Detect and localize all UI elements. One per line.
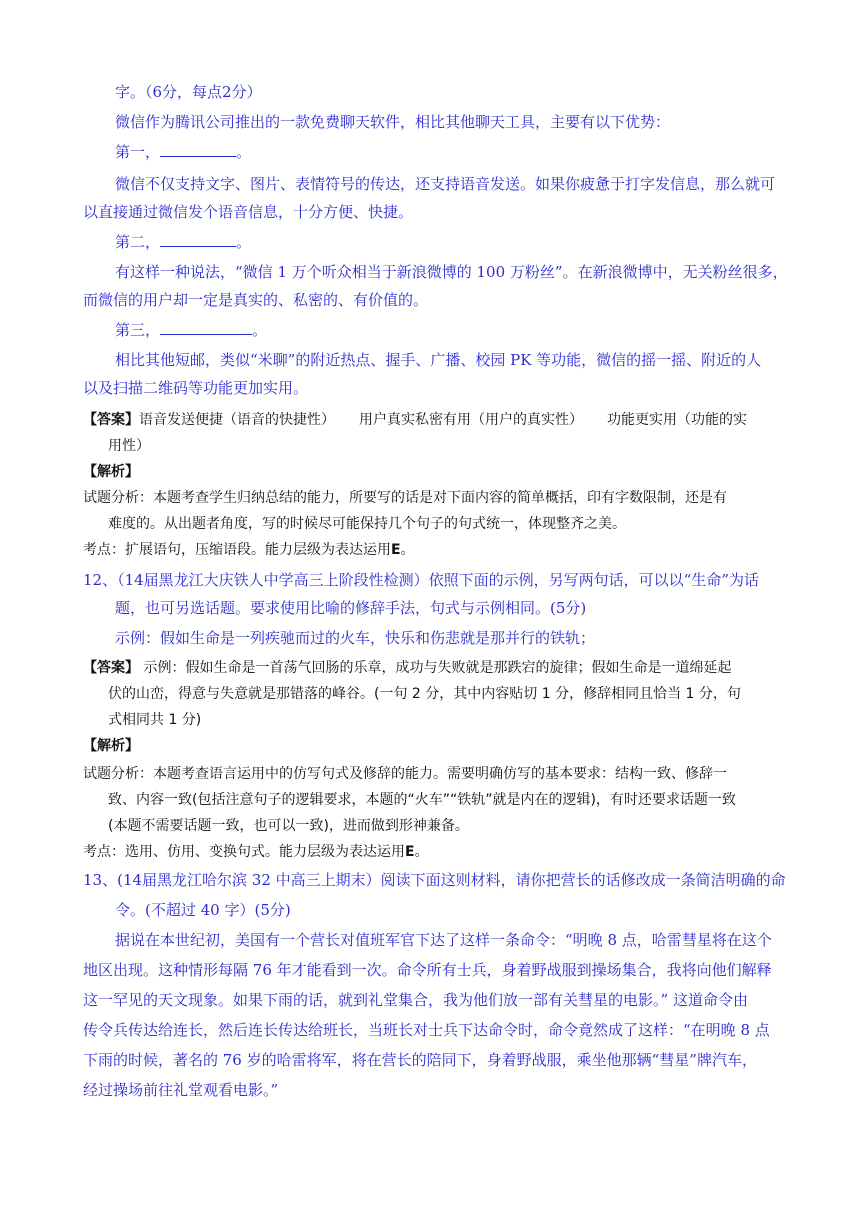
q11-third-label: 第三， — [115, 321, 161, 339]
q11-analysis-b: 难度的。从出题者角度，写的时候尽可能保持几个句子的句式统一，体现整齐之美。 — [108, 516, 626, 532]
q12-analysis-c: (本题不需要话题一致，也可以一致)，进而做到形神兼备。 — [108, 818, 469, 834]
q11-p1a: 微信不仅支持文字、图片、表情符号的传达，还支持语音发送。如果你疲惫于打字发信息，那么就可 — [115, 175, 776, 193]
q11-p2b: 而微信的用户却一定是真实的、私密的、有价值的。 — [83, 291, 429, 309]
q11-answer-c: 功能更实用（功能的实 — [607, 412, 747, 428]
q11-analysis-a: 试题分析：本题考查学生归纳总结的能力，所要写的话是对下面内容的简单概括，印有字数限制，还是有 — [83, 490, 727, 506]
q13-p-d: 传令兵传达给连长，然后连长传达给班长，当班长对士兵下达命令时，命令竟然成了这样：“在明晚 8 点 — [83, 1021, 770, 1039]
q12-stem-b: 题，也可另选话题。要求使用比喻的修辞手法，句式与示例相同。(5分) — [115, 599, 587, 617]
q13-p-c: 这一罕见的天文现象。如果下雨的话，就到礼堂集合，我为他们放一部有关彗星的电影。” 这道命令由 — [83, 991, 748, 1009]
q11-kaodian-level: E — [391, 542, 401, 558]
q11-first-blank — [160, 142, 236, 157]
q11-second-blank — [160, 232, 236, 247]
q12-analysis-tag: 【解析】 — [83, 738, 139, 754]
q13-p-b: 地区出现。这种情形每隔 76 年才能看到一次。命令所有士兵，身着野战服到操场集合，我将向他们解释 — [83, 961, 772, 979]
q12-kaodian-end: 。 — [414, 844, 429, 860]
q11-answer-row — [83, 410, 747, 430]
q13-stem-b: 令。(不超过 40 字）(5分) — [115, 901, 291, 919]
q12-answer-row — [83, 658, 731, 678]
q11-answer-b: 用户真实私密有用（用户的真实性） — [359, 412, 583, 428]
q11-answer-tag: 【答案】 — [83, 412, 139, 428]
q11-p3b: 以及扫描二维码等功能更加实用。 — [83, 379, 309, 397]
q11-p1b: 以直接通过微信发个语音信息，十分方便、快捷。 — [83, 203, 414, 221]
q13-p-f: 经过操场前往礼堂观看电影。” — [83, 1081, 279, 1099]
q11-second-row — [115, 232, 251, 252]
q12-analysis-b: 致、内容一致(包括注意句子的逻辑要求，本题的“火车”“铁轨”就是内在的逻辑)，有时还要求话题一致 — [108, 792, 736, 808]
q11-second-end: 。 — [236, 233, 252, 251]
q11-third-row — [115, 320, 267, 340]
q13-stem-row — [83, 870, 786, 890]
q13-stem-a: (14届黑龙江哈尔滨 32 中高三上期末）阅读下面这则材料，请你把营长的话修改成一条简洁明确的命 — [117, 871, 786, 889]
q11-second-label: 第二， — [115, 233, 161, 251]
q12-answer-b: 伏的山峦，得意与失意就是那错落的峰谷。(一句 2 分，其中内容贴切 1 分，修辞相同且恰当 1 分，句 — [108, 686, 741, 702]
q12-number: 12、 — [83, 571, 118, 589]
q11-first-end: 。 — [236, 143, 252, 161]
q12-stem-a: （14届黑龙江大庆铁人中学高三上阶段性检测）依照下面的示例，另写两句话，可以以“生命”为话 — [117, 571, 760, 589]
q11-answer-a: 语音发送便捷（语音的快捷性） — [139, 412, 335, 428]
q12-example: 示例：假如生命是一列疾驰而过的火车，快乐和伤悲就是那并行的铁轨； — [115, 629, 596, 647]
q11-answer-d: 用性） — [108, 438, 150, 454]
q11-line0: 字。（6分，每点2分） — [115, 83, 262, 101]
q11-analysis-tag: 【解析】 — [83, 464, 139, 480]
q11-first-label: 第一， — [115, 143, 161, 161]
q13-number: 13、 — [83, 871, 118, 889]
q11-third-blank — [160, 320, 252, 335]
q12-kaodian-level: E — [405, 844, 415, 860]
q11-kaodian: 考点：扩展语句，压缩语段。能力层级为表达运用 — [83, 542, 391, 558]
q13-p-a: 据说在本世纪初，美国有一个营长对值班军官下达了这样一条命令：“明晚 8 点，哈雷彗星将在这个 — [115, 931, 772, 949]
q12-answer-a: 示例：假如生命是一首荡气回肠的乐章，成功与失败就是那跌宕的旋律；假如生命是一道绵延起 — [143, 660, 732, 676]
q11-third-end: 。 — [252, 321, 268, 339]
q11-first-row — [115, 142, 251, 162]
q11-p2a: 有这样一种说法，“微信 1 万个听众相当于新浪微博的 100 万粉丝”。在新浪微博中，无关粉丝很多， — [115, 263, 788, 281]
q11-kaodian-row — [83, 540, 415, 560]
q11-p3a: 相比其他短邮，类似“米聊”的附近热点、握手、广播、校园 PK 等功能，微信的摇一摇、附近的人 — [115, 351, 762, 369]
q12-kaodian: 考点：选用、仿用、变换句式。能力层级为表达运用 — [83, 844, 405, 860]
q12-analysis-a: 试题分析：本题考查语言运用中的仿写句式及修辞的能力。需要明确仿写的基本要求：结构一致、修辞一 — [83, 766, 727, 782]
q11-kaodian-end: 。 — [400, 542, 415, 558]
q12-answer-tag: 【答案】 — [83, 660, 139, 676]
q12-answer-c: 式相同共 1 分) — [108, 712, 202, 728]
q11-intro: 微信作为腾讯公司推出的一款免费聊天软件，相比其他聊天工具，主要有以下优势： — [115, 113, 671, 131]
q13-p-e: 下雨的时候，著名的 76 岁的哈雷将军，将在营长的陪同下，身着野战服，乘坐他那辆“彗星”牌汽车， — [83, 1051, 757, 1069]
q12-kaodian-row — [83, 842, 429, 862]
q12-stem-row — [83, 570, 759, 590]
